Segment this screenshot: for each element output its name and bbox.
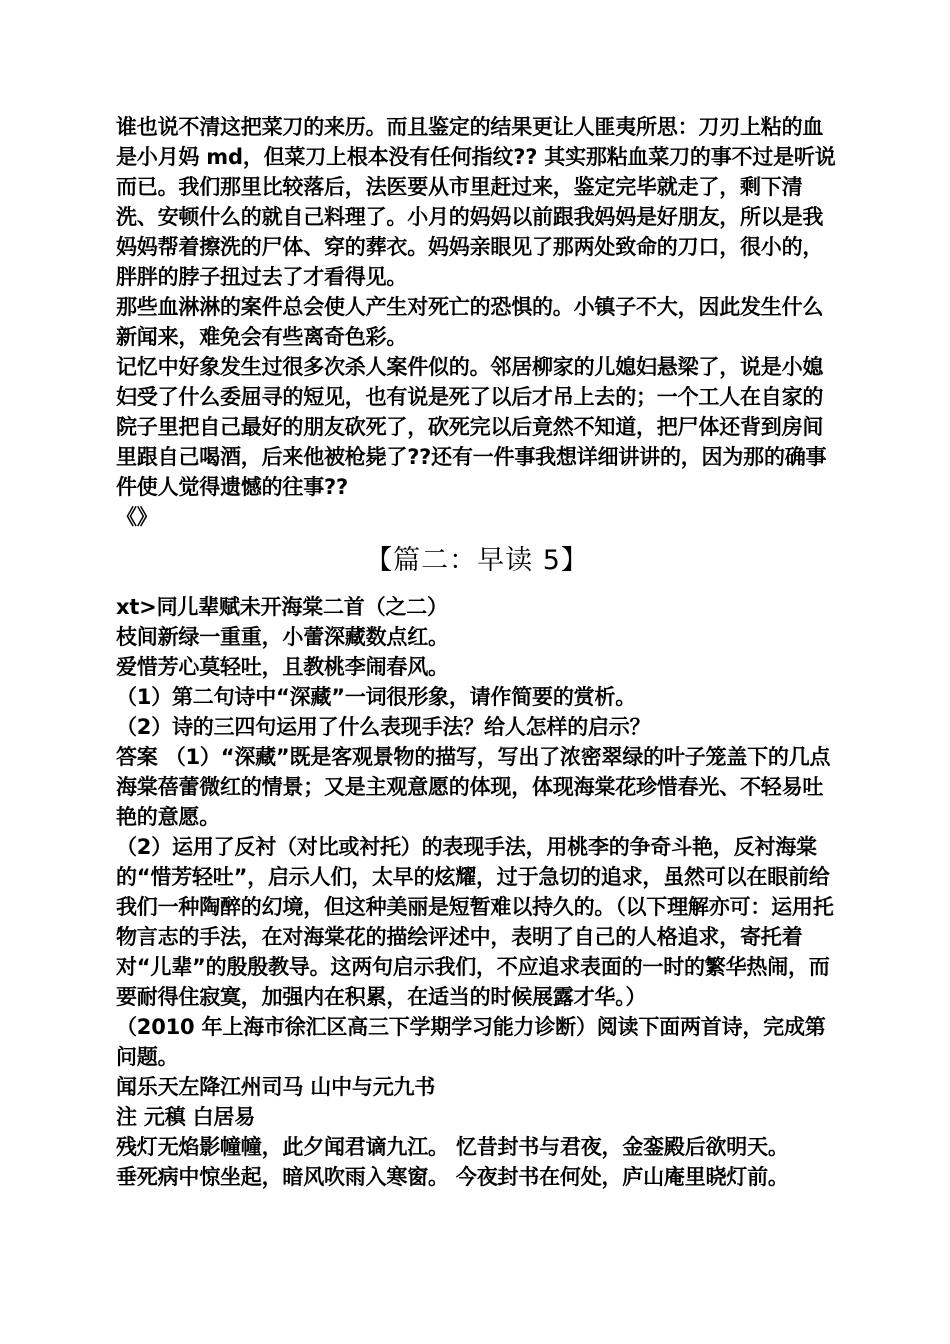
question-1: （1）第二句诗中“深藏”一词很形象，请作简要的赏析。 xyxy=(116,685,637,709)
answer-1: 答案 （1）“深藏”既是客观景物的描写，写出了浓密翠绿的叶子笼盖下的几点海棠蓓蕾微红的情景；又是主观意愿的体现，体现海棠花珍惜春光、不轻易吐艳的意愿。 xyxy=(116,745,831,829)
story-paragraph-2: 那些血淋淋的案件总会使人产生对死亡的恐惧的。小镇子不大，因此发生什么新闻来，难免会有些离奇色彩。 xyxy=(116,295,824,349)
question-2: （2）诗的三四句运用了什么表现手法？给人怎样的启示？ xyxy=(116,715,651,739)
poem-line-1: 枝间新绿一重重，小蕾深藏数点红。 xyxy=(116,625,449,649)
answer-2: （2）运用了反衬（对比或衬托）的表现手法，用桃李的争奇斗艳，反衬海棠的“惜芳轻吐”，启示人们，太早的炫耀，过于急切的追求，虽然可以在眼前给我们一种陶醉的幻境，但这种美丽是短暂难以持久的。（以下理解亦可：运用托物言志的手法，在对海棠花的描绘评述中，表明了自己的人格追求，寄托着对“儿辈”的殷殷教导。这两句启示我们，不应追求表面的一时的繁华热闹，而要耐得住寂寞，加强内在积累，在适当的时候展露才华。） xyxy=(116,835,834,1009)
poem-line-2: 爱惜芳心莫轻吐，且教桃李闹春风。 xyxy=(116,655,449,679)
section-title: 【篇二：早读 5】 xyxy=(365,545,589,576)
story-paragraph-4: 《》 xyxy=(116,505,158,529)
document-page xyxy=(116,112,838,1192)
story-paragraph-1: 谁也说不清这把菜刀的来历。而且鉴定的结果更让人匪夷所思：刀刃上粘的血是小月妈 md，但菜刀上根本没有任何指纹?? 其实那粘血菜刀的事不过是听说而已。我们那里比较落后，法医要从市里赶过来，鉴定完毕就走了，剩下清洗、安顿什么的就自己料理了。小月的妈妈以前跟我妈妈是好朋友，所以是我妈妈帮着擦洗的尸体、穿的葬衣。妈妈亲眼见了那两处致命的刀口，很小的，胖胖的脖子扭过去了才看得见。 xyxy=(116,115,836,289)
exercise-intro: （2010 年上海市徐汇区高三下学期学习能力诊断）阅读下面两首诗，完成第问题。 xyxy=(116,1015,826,1069)
paired-poem-line-1: 残灯无焰影幢幢，此夕闻君谪九江。 忆昔封书与君夜，金銮殿后欲明天。 xyxy=(116,1135,789,1159)
poem-titles: 闻乐天左降江州司马 山中与元九书 xyxy=(116,1075,436,1099)
story-paragraph-3: 记忆中好象发生过很多次杀人案件似的。邻居柳家的儿媳妇悬梁了，说是小媳妇受了什么委屈寻的短见，也有说是死了以后才吊上去的；一个工人在自家的院子里把自己最好的朋友砍死了，砍死完以后竟然不知道，把尸体还背到房间里跟自己喝酒，后来他被枪毙了??还有一件事我想详细讲讲的，因为那的确事件使人觉得遗憾的往事?? xyxy=(116,355,827,499)
paired-poem-line-2: 垂死病中惊坐起，暗风吹雨入寒窗。 今夜封书在何处，庐山庵里晓灯前。 xyxy=(116,1165,789,1189)
poem-title: xt>同儿辈赋未开海棠二首（之二） xyxy=(116,595,448,619)
poem-authors: 注 元稹 白居易 xyxy=(116,1105,256,1129)
